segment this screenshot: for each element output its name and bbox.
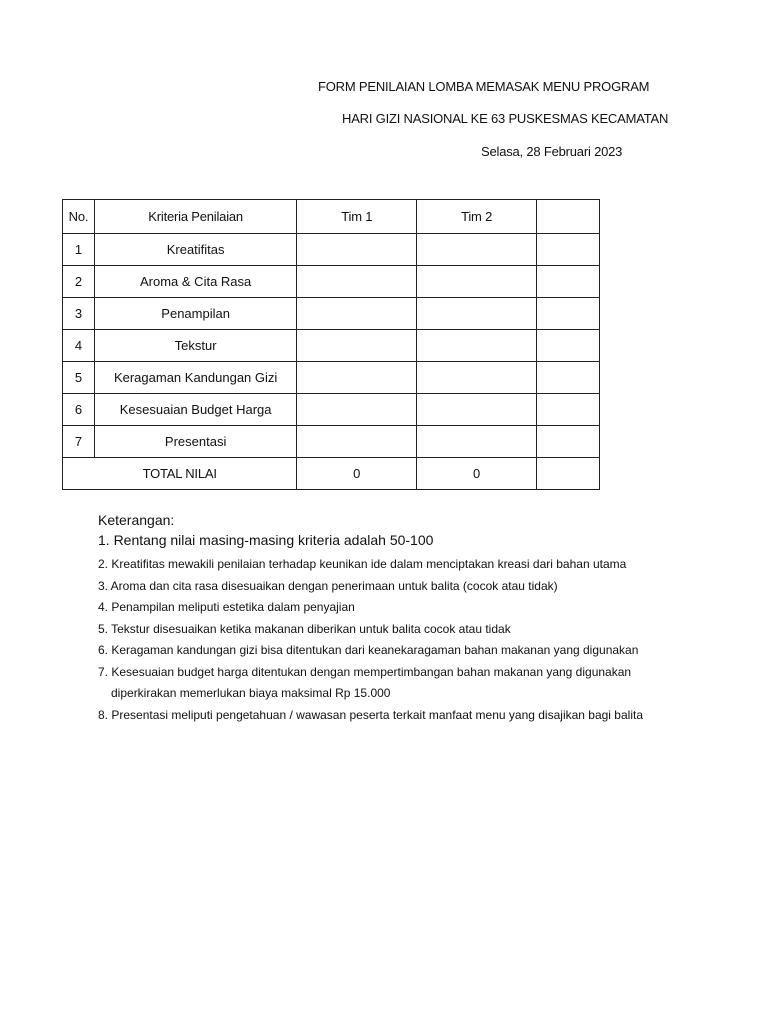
table-row xyxy=(63,234,600,266)
note-item: 3. Aroma dan cita rasa disesuaikan dengan penerimaan untuk balita (cocok atau tidak) xyxy=(98,578,558,593)
event-subtitle: HARI GIZI NASIONAL KE 63 PUSKESMAS KECAMATAN xyxy=(342,111,669,126)
score-cell-tim-2 xyxy=(417,298,537,330)
table-row xyxy=(63,266,600,298)
score-cell-next xyxy=(537,298,600,330)
score-cell-next xyxy=(537,330,600,362)
event-date: Selasa, 28 Februari 2023 xyxy=(481,144,623,159)
row-number: 1 xyxy=(63,234,95,266)
score-cell-next xyxy=(537,362,600,394)
score-cell-tim-2 xyxy=(417,266,537,298)
score-cell-tim-1 xyxy=(297,234,417,266)
row-number: 6 xyxy=(63,394,95,426)
row-criterion: Kreatifitas xyxy=(94,234,296,266)
table-row xyxy=(63,426,600,458)
total-value-tim-2: 0 xyxy=(417,458,537,490)
total-value-next xyxy=(537,458,600,490)
score-cell-tim-2 xyxy=(417,330,537,362)
row-number: 2 xyxy=(63,266,95,298)
score-cell-next xyxy=(537,394,600,426)
score-cell-tim-2 xyxy=(417,362,537,394)
table-row xyxy=(63,298,600,330)
score-cell-tim-1 xyxy=(297,266,417,298)
assessment-table xyxy=(62,199,600,490)
note-item: 7. Kesesuaian budget harga ditentukan dengan mempertimbangan bahan makanan yang digunakan xyxy=(98,664,632,679)
row-number: 4 xyxy=(63,330,95,362)
score-cell-tim-2 xyxy=(417,394,537,426)
score-cell-tim-2 xyxy=(417,426,537,458)
row-criterion: Aroma & Cita Rasa xyxy=(94,266,296,298)
score-cell-tim-2 xyxy=(417,234,537,266)
row-number: 5 xyxy=(63,362,95,394)
score-cell-next xyxy=(537,266,600,298)
note-item: 6. Keragaman kandungan gizi bisa ditentukan dari keanekaragaman bahan makanan yang digunakan xyxy=(98,643,639,657)
table-row xyxy=(63,394,600,426)
note-item-continuation: diperkirakan memerlukan biaya maksimal Rp 15.000 xyxy=(111,686,391,700)
score-cell-tim-1 xyxy=(297,298,417,330)
header-next-column xyxy=(537,200,600,234)
note-item: 8. Presentasi meliputi pengetahuan / wawasan peserta terkait manfaat menu yang disajikan bagi balita xyxy=(98,707,643,722)
score-cell-next xyxy=(537,234,600,266)
score-cell-next xyxy=(537,426,600,458)
score-cell-tim-1 xyxy=(297,362,417,394)
table-header-row xyxy=(63,200,600,234)
total-row xyxy=(63,458,600,490)
row-criterion: Presentasi xyxy=(94,426,296,458)
form-title: FORM PENILAIAN LOMBA MEMASAK MENU PROGRAM xyxy=(318,79,650,94)
notes-heading: Keterangan: xyxy=(98,512,175,528)
note-item: 2. Kreatifitas mewakili penilaian terhadap keunikan ide dalam menciptakan kreasi dari bahan utama xyxy=(98,557,627,571)
note-item: 4. Penampilan meliputi estetika dalam penyajian xyxy=(98,600,355,614)
total-value-tim-1: 0 xyxy=(297,458,417,490)
row-criterion: Tekstur xyxy=(94,330,296,362)
header-no: No. xyxy=(63,200,95,234)
row-criterion: Penampilan xyxy=(94,298,296,330)
row-criterion: Kesesuaian Budget Harga xyxy=(94,394,296,426)
score-cell-tim-1 xyxy=(297,394,417,426)
note-item: 5. Tekstur disesuaikan ketika makanan diberikan untuk balita cocok atau tidak xyxy=(98,621,511,636)
note-item: 1. Rentang nilai masing-masing kriteria adalah 50-100 xyxy=(98,532,434,548)
row-number: 7 xyxy=(63,426,95,458)
score-cell-tim-1 xyxy=(297,330,417,362)
header-kriteria: Kriteria Penilaian xyxy=(94,200,296,234)
total-label: TOTAL NILAI xyxy=(63,458,297,490)
row-criterion: Keragaman Kandungan Gizi xyxy=(94,362,296,394)
header-tim-2: Tim 2 xyxy=(417,200,537,234)
table-row xyxy=(63,330,600,362)
header-tim-1: Tim 1 xyxy=(297,200,417,234)
notes-section xyxy=(98,512,643,726)
row-number: 3 xyxy=(63,298,95,330)
score-cell-tim-1 xyxy=(297,426,417,458)
table-row xyxy=(63,362,600,394)
